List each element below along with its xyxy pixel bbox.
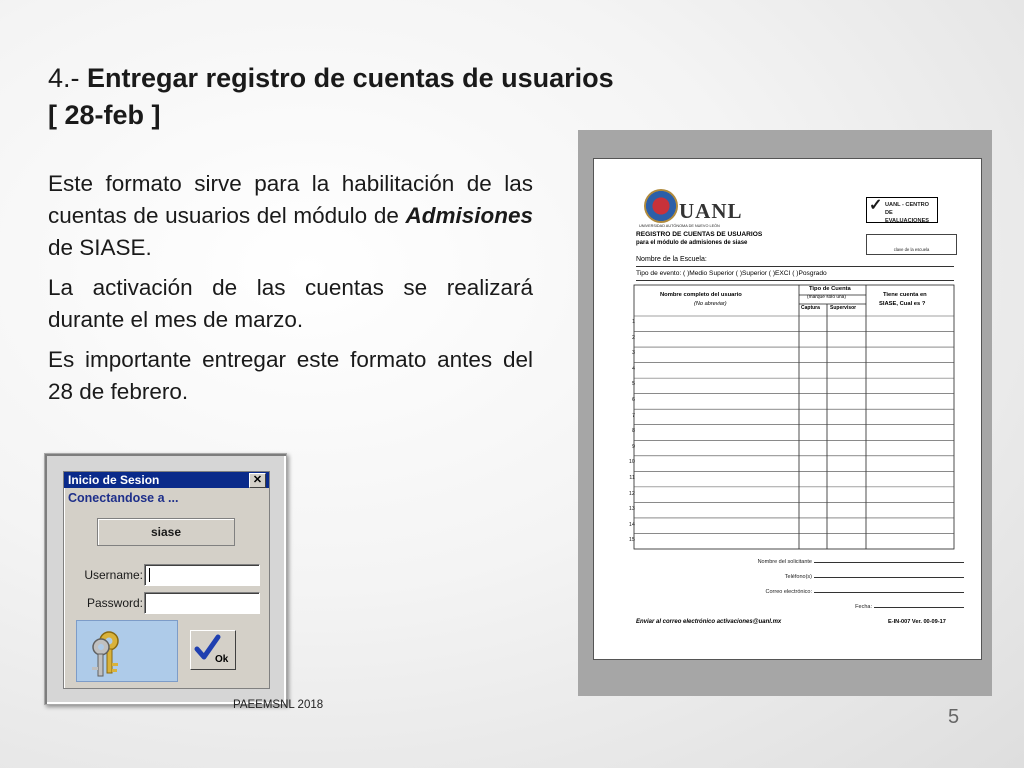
row-number: 14 [628, 521, 635, 528]
uanl-logo-text: UANL [679, 199, 743, 223]
text-caret [149, 568, 150, 582]
username-input[interactable] [144, 564, 260, 586]
row-number: 11 [629, 475, 635, 481]
col-supervisor-header: Supervisor [830, 305, 857, 311]
sig-telefono-label: Teléfono(s) [784, 574, 812, 580]
underline [814, 562, 964, 563]
row-number: 7 [631, 412, 635, 419]
user-table-grid [594, 159, 981, 659]
title-line-2: [ 28-feb ] [48, 100, 161, 130]
underline [814, 577, 964, 578]
ok-button[interactable] [190, 630, 236, 670]
event-type-row: Tipo de evento: ( )Medio Superior ( )Superior ( )EXCI ( )Posgrado [636, 270, 827, 277]
title-number: 4.- [48, 63, 80, 93]
form-heading: REGISTRO DE CUENTAS DE USUARIOS [636, 231, 763, 238]
login-screenshot [44, 453, 287, 705]
row-number: 3 [631, 350, 635, 357]
ok-label: Ok [215, 654, 229, 665]
login-dialog [63, 471, 270, 689]
slide-title [48, 60, 808, 134]
form-page [593, 158, 982, 660]
slide-body [48, 168, 533, 416]
col-type-subheader: (marque solo una) [807, 295, 846, 300]
row-number: 8 [631, 428, 635, 435]
paragraph-1-emphasis: Admisiones [405, 203, 533, 228]
sig-fecha-label: Fecha: [855, 604, 872, 610]
paragraph-1-before: Este formato sirve para la habilitación de las cuentas de usuarios del módulo de [48, 171, 533, 228]
school-label: Nombre de la Escuela: [636, 256, 707, 263]
sig-correo [766, 589, 964, 595]
server-name: siase [97, 518, 235, 546]
col-type-header: Tipo de Cuenta [809, 286, 851, 292]
col-name-header: Nombre completo del usuario [660, 292, 742, 298]
paragraph-1 [48, 168, 533, 264]
username-row [64, 564, 269, 586]
row-number: 4 [631, 365, 635, 372]
centro-label-line-2: DE EVALUACIONES [885, 210, 930, 224]
sig-telefono [785, 574, 964, 580]
email-note: Enviar al correo electrónico activaciones@uanl.mx [636, 619, 782, 625]
document-code: E-IN-007 Ver. 00-09-17 [888, 619, 946, 625]
dialog-title: Inicio de Sesion [68, 473, 160, 487]
row-number: 13 [628, 506, 635, 513]
form-scan [578, 130, 992, 696]
paragraph-1-after: de SIASE. [48, 235, 152, 260]
sig-solicitante-label: Nombre del solicitante [757, 559, 812, 565]
keys-icon [77, 621, 177, 681]
row-number: 6 [631, 397, 635, 403]
row-number: 1 [631, 319, 635, 325]
row-number: 5 [631, 381, 635, 388]
sig-solicitante [758, 559, 964, 565]
close-icon[interactable]: ✕ [249, 473, 266, 488]
col-siase-header: Tiene cuenta en [883, 292, 927, 298]
university-full-name: UNIVERSIDAD AUTÓNOMA DE NUEVO LEÓN [639, 224, 720, 228]
checkmark-icon [191, 631, 235, 669]
col-name-subheader: (No abreviar) [694, 301, 727, 307]
keys-button[interactable] [76, 620, 178, 682]
sig-correo-label: Correo electrónico: [765, 589, 812, 595]
password-label: Password: [86, 596, 143, 610]
dialog-buttons [74, 620, 257, 680]
row-number: 2 [631, 334, 635, 341]
password-row [64, 592, 269, 614]
col-siase-subheader: SIASE, Cual es ? [879, 301, 926, 307]
paragraph-3: Es importante entregar este formato antes del 28 de febrero. [48, 347, 533, 404]
username-label: Username: [84, 568, 143, 582]
underline [874, 607, 964, 608]
sig-fecha [855, 604, 964, 610]
underline [814, 592, 964, 593]
dialog-title-bar [64, 472, 269, 488]
row-number: 12 [628, 490, 635, 497]
row-number: 15 [628, 537, 635, 544]
page-number: 5 [948, 706, 960, 728]
password-input[interactable] [144, 592, 260, 614]
centro-label-line-1: UANL - CENTRO [885, 202, 930, 208]
title-text: Entregar registro de cuentas de usuarios [87, 63, 614, 93]
check-icon: ✓ [869, 197, 883, 214]
title-line-1 [48, 60, 808, 97]
row-number: 9 [631, 443, 635, 450]
row-number: 10 [628, 459, 635, 466]
form-subheading: para el módulo de admisiones de siase [636, 240, 748, 246]
clave-label: clave de la escuela [893, 247, 930, 252]
paragraph-2: La activación de las cuentas se realizará durante el mes de marzo. [48, 275, 533, 332]
footer-label: PAEEMSNL 2018 [233, 699, 324, 711]
col-captura-header: Captura [801, 305, 820, 311]
connection-status: Conectandose a ... [68, 491, 179, 505]
